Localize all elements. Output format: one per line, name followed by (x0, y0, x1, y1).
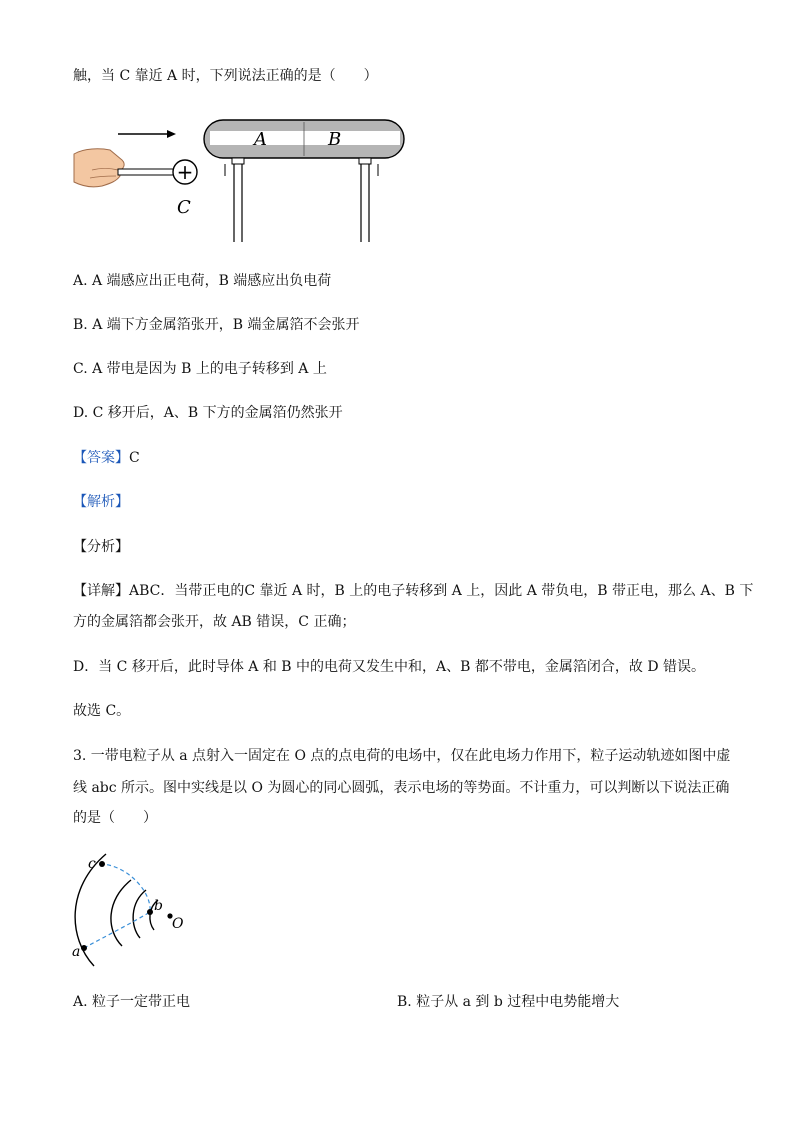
q2-option-b: B. A 端下方金属箔张开，B 端金属箔不会张开 (73, 317, 360, 333)
q2-option-c: C. A 带电是因为 B 上的电子转移到 A 上 (73, 361, 327, 377)
q2-stem-tail: 触，当 C 靠近 A 时，下列说法正确的是（ ） (73, 68, 378, 84)
q3-option-b: B. 粒子从 a 到 b 过程中电势能增大 (397, 994, 620, 1010)
arrow-icon (118, 130, 176, 138)
conclusion: 故选 C。 (73, 703, 131, 719)
fenxi-tag: 【分析】 (73, 539, 129, 555)
q2-figure (70, 112, 410, 247)
detail-tag: 【详解】 (73, 583, 129, 599)
point-b (147, 909, 153, 915)
hand-icon (74, 149, 124, 187)
conductor-ab (204, 120, 404, 158)
point-c (99, 861, 105, 867)
answer-line (73, 448, 140, 468)
fig-label-c: c (88, 856, 96, 872)
q3-option-a: A. 粒子一定带正电 (73, 994, 191, 1010)
fig-label-b: b (154, 898, 163, 914)
detail-text-1: ABC．当带正电的C 靠近 A 时，B 上的电子转移到 A 上，因此 A 带负电，B 带正电，那么 A、B 下 (129, 583, 754, 599)
q3-figure (66, 848, 216, 973)
q2-option-a: A. A 端感应出正电荷，B 端感应出负电荷 (73, 273, 332, 289)
insulating-rod (118, 169, 173, 175)
q3-stem-1: 3. 一带电粒子从 a 点射入一固定在 O 点的点电荷的电场中，仅在此电场力作用下，粒子运动轨迹如图中虚 (73, 748, 731, 764)
q2-option-d: D. C 移开后，A、B 下方的金属箔仍然张开 (73, 405, 343, 421)
fig-label-o: O (172, 916, 184, 932)
q3-stem-2: 线 abc 所示。图中实线是以 O 为圆心的同心圆弧，表示电场的等势面。不计重力，可以判断以下说法正确 (73, 780, 730, 796)
answer-tag: 【答案】 (73, 450, 129, 466)
charged-ball-icon (173, 160, 197, 184)
detail-line-2: 方的金属箔都会张开，故 AB 错误，C 正确； (73, 614, 356, 630)
detail-line-3: D．当 C 移开后，此时导体 A 和 B 中的电荷又发生中和，A、B 都不带电，金属箔闭合，故 D 错误。 (73, 659, 706, 675)
q3-stem-3: 的是（ ） (73, 810, 157, 826)
analysis-tag: 【解析】 (73, 494, 129, 510)
label-a: A (254, 129, 267, 150)
detail-line-1 (73, 581, 753, 601)
fig-label-a: a (72, 944, 81, 960)
label-b: B (328, 129, 342, 150)
answer-value: C (129, 450, 140, 466)
support-stand (225, 158, 378, 242)
label-c: C (177, 197, 191, 218)
point-a (81, 945, 87, 951)
svg-text:+: + (176, 160, 194, 184)
trajectory-dashed (84, 864, 150, 948)
